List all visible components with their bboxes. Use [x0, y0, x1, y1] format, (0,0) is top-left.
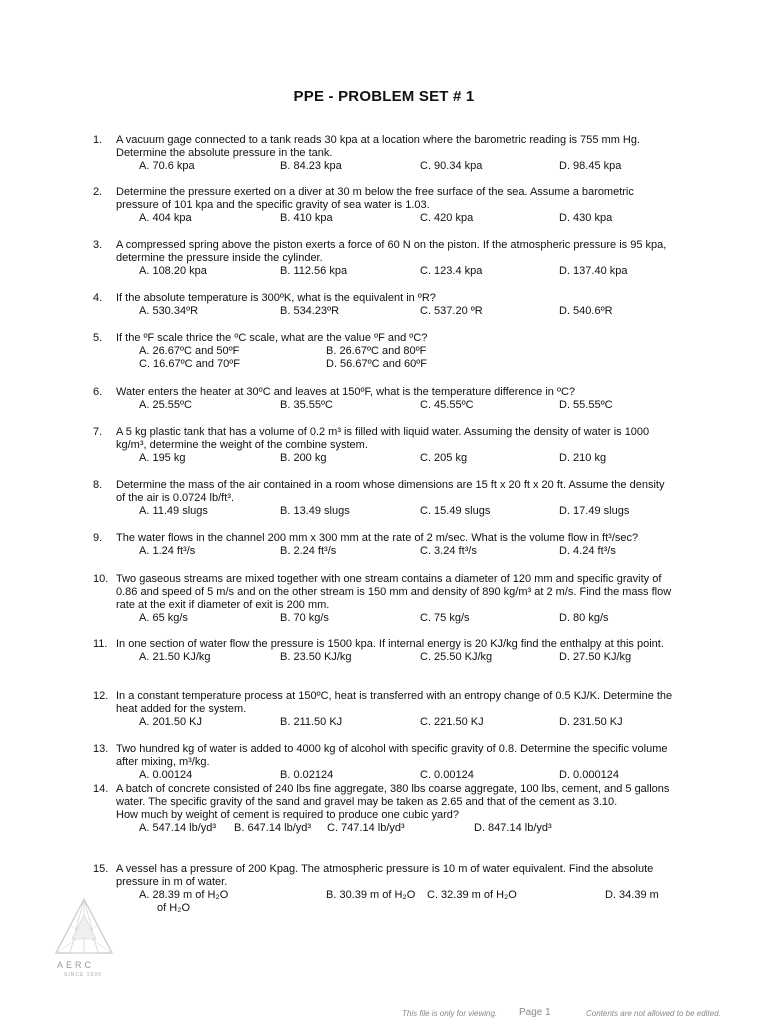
option-d: D. 17.49 slugs [559, 505, 630, 517]
answer-options [116, 651, 673, 664]
option-c: C. 537.20 ºR [420, 305, 483, 317]
answer-options [116, 889, 673, 902]
question-number: 6. [93, 386, 103, 398]
question-number: 11. [93, 638, 108, 650]
question-13 [93, 743, 673, 782]
answer-options [116, 399, 673, 412]
option-a: A. 26.67ºC and 50ºF [139, 345, 240, 357]
option-c: C. 0.00124 [420, 769, 474, 781]
option-c: C. 420 kpa [420, 212, 474, 224]
question-number: 9. [93, 532, 103, 544]
question-number: 2. [93, 186, 103, 198]
answer-options [116, 212, 673, 225]
option-b: B. 26.67ºC and 80ºF [326, 345, 427, 357]
option-c: C. 16.67ºC and 70ºF [139, 358, 240, 370]
question-stem: Two gaseous streams are mixed together with one stream contains a diameter of 120 mm and specific gravity of 0.86 and speed of 5 m/s and on the other stream is 150 mm and density of 890 kg/m³ at 2 m/s. Find the mass flow rate at the exit if diameter of exit is 200 mm. [116, 573, 672, 611]
question-stem: Determine the pressure exerted on a diver at 30 m below the free surface of the sea. Assume a barometric pressure of 101 kpa and the specific gravity of sea water is 1.03. [116, 186, 634, 211]
option-a: A. 108.20 kpa [139, 265, 207, 277]
answer-options [116, 822, 673, 835]
option-c: C. 123.4 kpa [420, 265, 483, 277]
question-number: 10. [93, 573, 109, 585]
option-d: D. 231.50 KJ [559, 716, 623, 728]
question-stem: Water enters the heater at 30ºC and leaves at 150ºF, what is the temperature difference in ºC? [116, 386, 576, 398]
option-c: C. 25.50 KJ/kg [420, 651, 493, 663]
question-stem-continued: How much by weight of cement is required to produce one cubic yard? [116, 809, 460, 821]
option-b: B. 0.02124 [280, 769, 334, 781]
question-4 [93, 292, 673, 318]
option-d: D. 27.50 KJ/kg [559, 651, 632, 663]
question-number: 5. [93, 332, 103, 344]
option-b: B. 70 kg/s [280, 612, 329, 624]
question-stem: A vessel has a pressure of 200 Kpag. The atmospheric pressure is 10 m of water equivalent. Find the absolute pressure in m of water. [116, 863, 654, 888]
footer-edit-notice: Contents are not allowed to be edited. [586, 1009, 721, 1018]
answer-options [116, 716, 673, 729]
option-b: B. 30.39 m of H₂O [326, 889, 416, 901]
question-stem: The water flows in the channel 200 mm x 300 mm at the rate of 2 m/sec. What is the volume flow in ft³/sec? [116, 532, 639, 544]
question-number: 14. [93, 783, 109, 795]
option-b: B. 13.49 slugs [280, 505, 350, 517]
option-b: B. 211.50 KJ [280, 716, 343, 728]
option-d: D. 137.40 kpa [559, 265, 628, 277]
question-number: 7. [93, 426, 103, 438]
option-b: B. 35.55ºC [280, 399, 333, 411]
option-d: D. 56.67ºC and 60ºF [326, 358, 427, 370]
option-d: D. 847.14 lb/yd³ [474, 822, 552, 834]
option-d: D. 4.24 ft³/s [559, 545, 616, 557]
option-c: C. 32.39 m of H₂O [427, 889, 517, 901]
answer-options [116, 769, 673, 782]
question-stem: A batch of concrete consisted of 240 lbs fine aggregate, 380 lbs coarse aggregate, 100 lbs, cement, and 5 gallons water. The specific gravity of the sand and gravel may be taken as 2.65 and that of the cement as 3.10. [116, 783, 670, 808]
logo-tagline: SINCE 1999 [64, 972, 102, 978]
footer-view-notice: This file is only for viewing. [402, 1009, 498, 1018]
option-a: A. 195 kg [139, 452, 186, 464]
option-d: D. 210 kg [559, 452, 607, 464]
option-d: D. 80 kg/s [559, 612, 609, 624]
option-d: D. 34.39 m [605, 889, 659, 901]
question-7 [93, 426, 673, 465]
option-d: D. 0.000124 [559, 769, 619, 781]
answer-options [116, 452, 673, 465]
option-a: A. 25.55ºC [139, 399, 192, 411]
option-c: C. 75 kg/s [420, 612, 470, 624]
question-number: 15. [93, 863, 109, 875]
page-title: PPE - PROBLEM SET # 1 [293, 88, 475, 105]
option-a-continued: of H₂O [157, 902, 190, 914]
answer-options [116, 305, 673, 318]
option-d: D. 430 kpa [559, 212, 613, 224]
question-15 [93, 863, 673, 915]
question-1 [93, 134, 673, 173]
answer-options [116, 265, 673, 278]
option-a: A. 1.24 ft³/s [139, 545, 196, 557]
question-2 [93, 186, 673, 225]
option-c: C. 45.55ºC [420, 399, 474, 411]
question-stem: A vacuum gage connected to a tank reads 30 kpa at a location where the barometric reading is 755 mm Hg. Determine the absolute pressure in the tank. [116, 134, 641, 159]
question-14 [93, 783, 673, 835]
option-b: B. 410 kpa [280, 212, 333, 224]
option-a: A. 0.00124 [139, 769, 193, 781]
answer-options [116, 545, 673, 558]
answer-options-row-1 [116, 345, 673, 358]
answer-options [116, 160, 673, 173]
option-a: A. 530.34ºR [139, 305, 199, 317]
question-12 [93, 690, 673, 729]
option-a: A. 70.6 kpa [139, 160, 195, 172]
option-a: A. 201.50 KJ [139, 716, 202, 728]
option-b: B. 2.24 ft³/s [280, 545, 337, 557]
option-d: D. 98.45 kpa [559, 160, 622, 172]
question-number: 8. [93, 479, 103, 491]
option-c: C. 15.49 slugs [420, 505, 491, 517]
question-stem: A 5 kg plastic tank that has a volume of 0.2 m³ is filled with liquid water. Assuming the density of water is 1000 kg/m³, determine the weight of the combine system. [116, 426, 650, 451]
option-c: C. 205 kg [420, 452, 468, 464]
question-10 [93, 573, 673, 625]
option-a: A. 11.49 slugs [139, 505, 208, 517]
option-c: C. 3.24 ft³/s [420, 545, 477, 557]
question-number: 4. [93, 292, 103, 304]
question-stem: If the absolute temperature is 300ºK, what is the equivalent in ºR? [116, 292, 436, 304]
question-number: 12. [93, 690, 109, 702]
logo-wordmark: AERC [57, 960, 95, 970]
question-stem: Determine the mass of the air contained in a room whose dimensions are 15 ft x 20 ft x 20 ft. Assume the density of the air is 0.0724 lb/ft³. [116, 479, 665, 504]
question-8 [93, 479, 673, 518]
option-b: B. 534.23ºR [280, 305, 340, 317]
question-stem: A compressed spring above the piston exerts a force of 60 N on the piston. If the atmospheric pressure is 95 kpa, determine the pressure inside the cylinder. [116, 239, 667, 264]
question-5 [93, 332, 673, 371]
option-b: B. 200 kg [280, 452, 327, 464]
question-stem: If the ºF scale thrice the ºC scale, what are the value ºF and ºC? [116, 332, 428, 344]
option-b: B. 647.14 lb/yd³ [234, 822, 312, 834]
option-a: A. 21.50 KJ/kg [139, 651, 211, 663]
question-number: 13. [93, 743, 109, 755]
question-number: 3. [93, 239, 103, 251]
question-stem: Two hundred kg of water is added to 4000 kg of alcohol with specific gravity of 0.8. Determine the specific volume after mixing, m³/kg. [116, 743, 668, 768]
question-stem: In one section of water flow the pressure is 1500 kpa. If internal energy is 20 KJ/kg find the enthalpy at this point. [116, 638, 664, 650]
answer-options-wrap [116, 902, 673, 915]
option-b: B. 23.50 KJ/kg [280, 651, 352, 663]
answer-options [116, 612, 673, 625]
option-c: C. 747.14 lb/yd³ [327, 822, 405, 834]
question-number: 1. [93, 134, 103, 146]
question-3 [93, 239, 673, 278]
question-stem: In a constant temperature process at 150ºC, heat is transferred with an entropy change of 0.5 KJ/K. Determine the heat added for the system. [116, 690, 673, 715]
option-a: A. 547.14 lb/yd³ [139, 822, 217, 834]
option-b: B. 84.23 kpa [280, 160, 342, 172]
answer-options [116, 505, 673, 518]
option-d: D. 55.55ºC [559, 399, 613, 411]
page-number: Page 1 [519, 1007, 551, 1018]
option-a: A. 404 kpa [139, 212, 192, 224]
option-c: C. 90.34 kpa [420, 160, 483, 172]
question-6 [93, 386, 673, 412]
question-11 [93, 638, 673, 664]
option-d: D. 540.6ºR [559, 305, 613, 317]
option-c: C. 221.50 KJ [420, 716, 484, 728]
question-9 [93, 532, 673, 558]
option-a: A. 65 kg/s [139, 612, 188, 624]
answer-options-row-2 [116, 358, 673, 371]
aerc-logo-icon [52, 895, 116, 959]
option-b: B. 112.56 kpa [280, 265, 348, 277]
option-a: A. 28.39 m of H₂O [139, 889, 229, 901]
